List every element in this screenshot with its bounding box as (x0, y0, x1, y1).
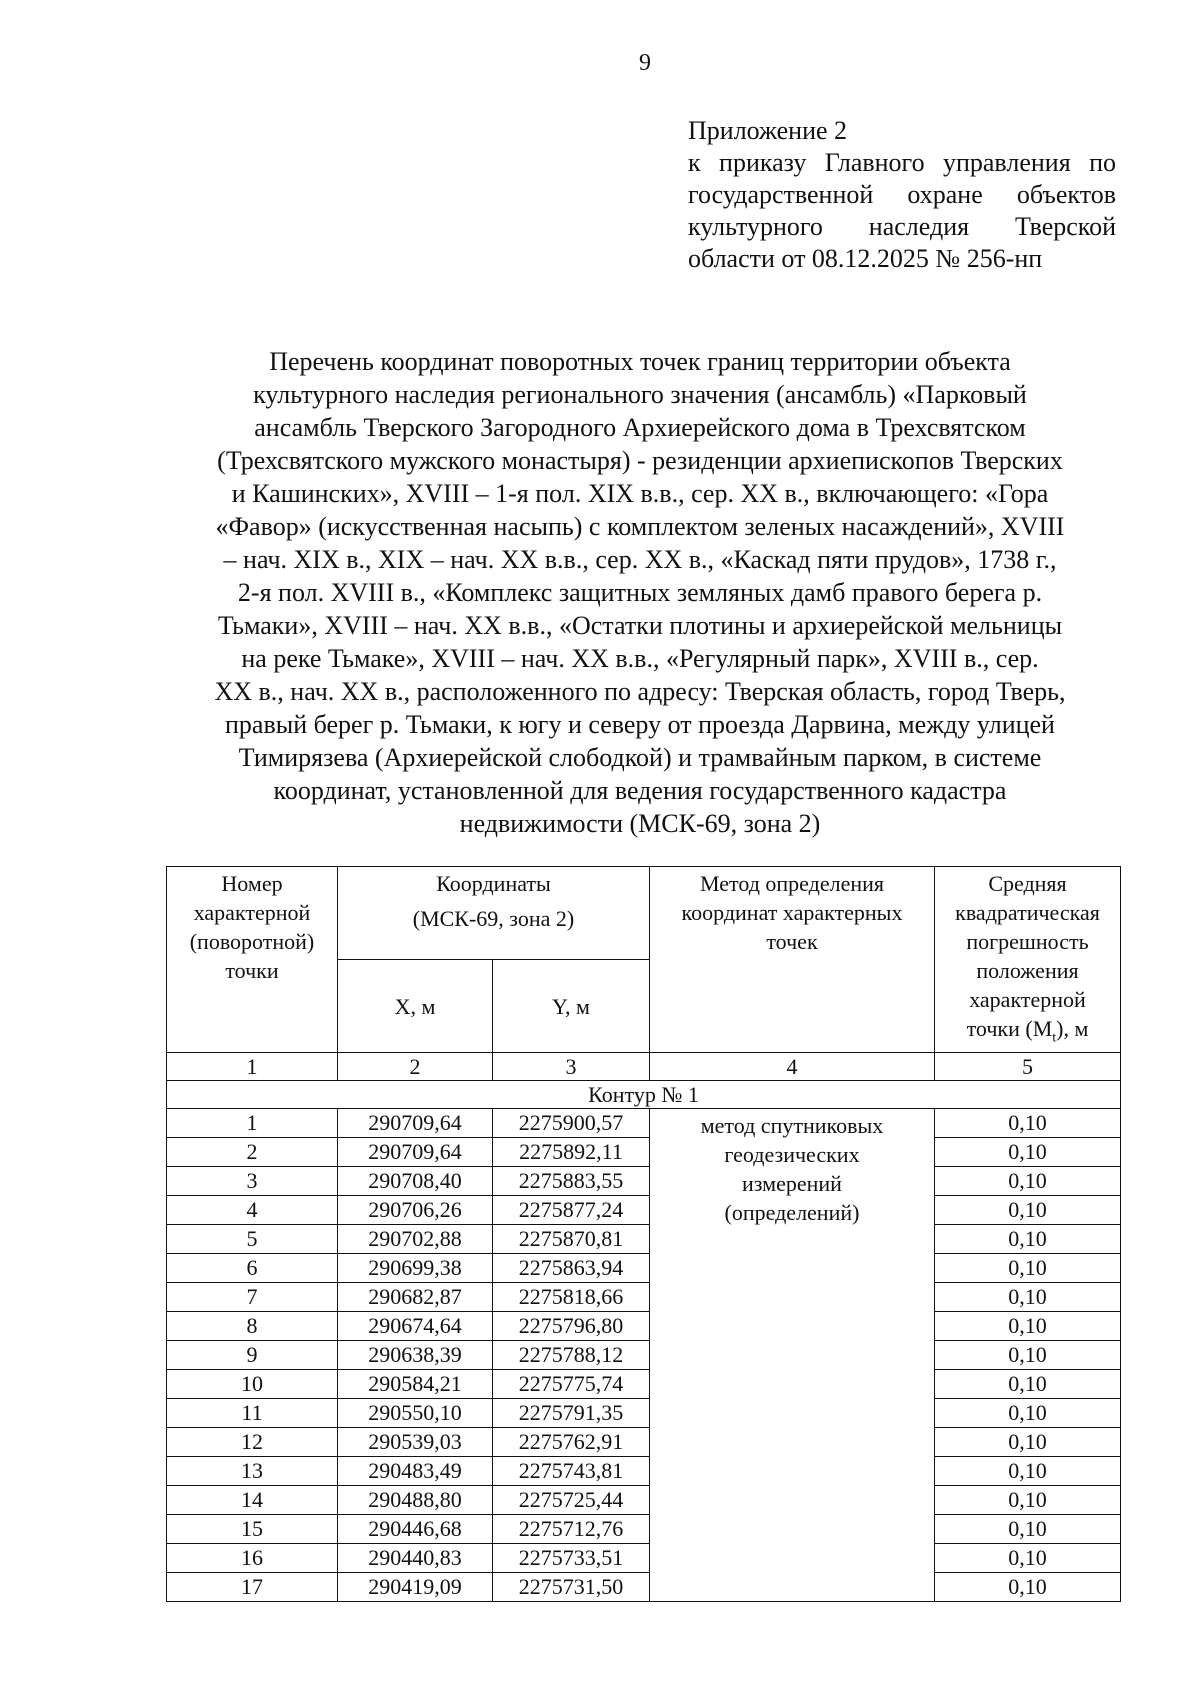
point-number-cell: 1 (167, 1109, 338, 1138)
table-row (167, 1515, 1121, 1544)
title-line: Тьмаки», XVIII – нач. XX в.в., «Остатки плотины и архиерейской мельницы (217, 611, 1063, 640)
y-coordinate-cell: 2275883,55 (493, 1167, 650, 1196)
header-method-line-1: Метод определения (699, 871, 885, 896)
header-method-line-2: координат характерных (681, 900, 903, 925)
header-mean-error-subscript: t (1052, 1030, 1057, 1046)
mean-error-cell: 0,10 (935, 1370, 1121, 1399)
table-row (167, 1109, 1121, 1138)
table-row (167, 1312, 1121, 1341)
point-number-cell: 16 (167, 1544, 338, 1573)
title-line: XX в., нач. XX в., расположенного по адресу: Тверская область, город Тверь, (214, 677, 1066, 706)
title-line: недвижимости (МСК-69, зона 2) (459, 809, 821, 838)
x-coordinate-cell: 290709,64 (338, 1138, 493, 1167)
y-coordinate-cell: 2275863,94 (493, 1254, 650, 1283)
point-number-cell: 10 (167, 1370, 338, 1399)
y-coordinate-cell: 2275762,91 (493, 1428, 650, 1457)
header-point-number-line-1: Номер (221, 871, 283, 896)
table-row (167, 1428, 1121, 1457)
mean-error-cell: 0,10 (935, 1399, 1121, 1428)
mean-error-cell: 0,10 (935, 1428, 1121, 1457)
y-coordinate-cell: 2275733,51 (493, 1544, 650, 1573)
mean-error-cell: 0,10 (935, 1341, 1121, 1370)
title-line: и Кашинских», XVIII – 1-я пол. XIX в.в., сер. XX в., включающего: «Гора (231, 479, 1049, 508)
x-coordinate-cell: 290419,09 (338, 1573, 493, 1602)
mean-error-cell: 0,10 (935, 1573, 1121, 1602)
mean-error-cell: 0,10 (935, 1486, 1121, 1515)
mean-error-cell: 0,10 (935, 1196, 1121, 1225)
title-line: «Фавор» (искусственная насыпь) с комплектом зеленых насаждений», XVIII (215, 512, 1065, 541)
title-line: координат, установленной для ведения государственного кадастра (273, 776, 1007, 805)
title-line: (Трехсвятского мужского монастыря) - резиденции архиепископов Тверских (217, 446, 1063, 475)
x-coordinate-cell: 290709,64 (338, 1109, 493, 1138)
point-number-cell: 9 (167, 1341, 338, 1370)
point-number-cell: 8 (167, 1312, 338, 1341)
contour-label: Контур № 1 (167, 1081, 1121, 1109)
header-x: X, м (338, 960, 493, 1053)
table-row (167, 1457, 1121, 1486)
table-row (167, 1225, 1121, 1254)
point-number-cell: 13 (167, 1457, 338, 1486)
header-mean-error-line-5: характерной (969, 987, 1086, 1012)
point-number-cell: 11 (167, 1399, 338, 1428)
y-coordinate-cell: 2275900,57 (493, 1109, 650, 1138)
table-row (167, 1573, 1121, 1602)
mean-error-cell: 0,10 (935, 1544, 1121, 1573)
title-line: Тимирязева (Архиерейской слободкой) и трамвайным парком, в системе (238, 743, 1042, 772)
x-coordinate-cell: 290584,21 (338, 1370, 493, 1399)
x-coordinate-cell: 290488,80 (338, 1486, 493, 1515)
x-coordinate-cell: 290440,83 (338, 1544, 493, 1573)
table-row (167, 1196, 1121, 1225)
header-point-number (167, 867, 338, 1053)
mean-error-cell: 0,10 (935, 1254, 1121, 1283)
x-coordinate-cell: 290699,38 (338, 1254, 493, 1283)
header-mean-error-line-2: квадратическая (955, 900, 1100, 925)
x-coordinate-cell: 290682,87 (338, 1283, 493, 1312)
mean-error-cell: 0,10 (935, 1457, 1121, 1486)
document-title (160, 345, 1120, 840)
table-body (167, 1081, 1121, 1602)
method-cell (650, 1109, 935, 1602)
appendix-line-5: области от 08.12.2025 № 256-нп (688, 244, 1043, 273)
table-row (167, 1370, 1121, 1399)
x-coordinate-cell: 290674,64 (338, 1312, 493, 1341)
table-row (167, 1254, 1121, 1283)
header-mean-error-suffix: ), м (1056, 1016, 1089, 1041)
y-coordinate-cell: 2275796,80 (493, 1312, 650, 1341)
header-mean-error (935, 867, 1121, 1053)
header-mean-error-line-1: Средняя (988, 871, 1067, 896)
y-coordinate-cell: 2275791,35 (493, 1399, 650, 1428)
title-line: культурного наследия регионального значения (ансамбль) «Парковый (253, 380, 1027, 409)
method-line-4: (определений) (724, 1200, 860, 1226)
y-coordinate-cell: 2275870,81 (493, 1225, 650, 1254)
header-method-line-3: точек (766, 929, 818, 954)
x-coordinate-cell: 290702,88 (338, 1225, 493, 1254)
mean-error-cell: 0,10 (935, 1138, 1121, 1167)
header-mean-error-line-last (939, 1014, 1116, 1052)
x-coordinate-cell: 290550,10 (338, 1399, 493, 1428)
y-coordinate-cell: 2275877,24 (493, 1196, 650, 1225)
header-coordinates-line-1: Координаты (436, 871, 551, 896)
method-line-3: измерений (742, 1171, 842, 1197)
method-line-1: метод спутниковых (700, 1113, 884, 1139)
point-number-cell: 7 (167, 1283, 338, 1312)
header-mean-error-line-4: положения (976, 958, 1079, 983)
y-coordinate-cell: 2275775,74 (493, 1370, 650, 1399)
table-row (167, 1544, 1121, 1573)
y-coordinate-cell: 2275743,81 (493, 1457, 650, 1486)
mean-error-cell: 0,10 (935, 1109, 1121, 1138)
y-coordinate-cell: 2275712,76 (493, 1515, 650, 1544)
point-number-cell: 3 (167, 1167, 338, 1196)
title-line: правый берег р. Тьмаки, к югу и северу от проезда Дарвина, между улицей (225, 710, 1055, 739)
title-line: Перечень координат поворотных точек границ территории объекта (269, 347, 1011, 376)
y-coordinate-cell: 2275892,11 (493, 1138, 650, 1167)
point-number-cell: 2 (167, 1138, 338, 1167)
y-coordinate-cell: 2275725,44 (493, 1486, 650, 1515)
coordinates-table (166, 866, 1121, 1602)
mean-error-cell: 0,10 (935, 1225, 1121, 1254)
table-row (167, 1167, 1121, 1196)
header-point-number-line-3: (поворотной) (189, 929, 315, 954)
method-line-2: геодезических (724, 1142, 860, 1168)
mean-error-cell: 0,10 (935, 1283, 1121, 1312)
x-coordinate-cell: 290706,26 (338, 1196, 493, 1225)
header-point-number-line-4: точки (225, 958, 279, 983)
point-number-cell: 4 (167, 1196, 338, 1225)
y-coordinate-cell: 2275788,12 (493, 1341, 650, 1370)
point-number-cell: 12 (167, 1428, 338, 1457)
table-row (167, 1283, 1121, 1312)
title-line: ансамбль Тверского Загородного Архиерейского дома в Трехсвятском (254, 413, 1026, 442)
column-number-5: 5 (935, 1053, 1121, 1081)
table-header (167, 867, 1121, 1081)
appendix-line-3: государственной охране объектов (688, 180, 1116, 209)
x-coordinate-cell: 290539,03 (338, 1428, 493, 1457)
x-coordinate-cell: 290708,40 (338, 1167, 493, 1196)
point-number-cell: 5 (167, 1225, 338, 1254)
appendix-line-4: культурного наследия Тверской (688, 212, 1116, 241)
point-number-cell: 17 (167, 1573, 338, 1602)
point-number-cell: 6 (167, 1254, 338, 1283)
column-number-4: 4 (650, 1053, 935, 1081)
table-row (167, 1486, 1121, 1515)
header-mean-error-prefix: точки (M (966, 1016, 1053, 1041)
appendix-block (688, 115, 1116, 275)
title-line: на реке Тьмаке», XVIII – нач. XX в.в., «Регулярный парк», XVIII в., сер. (241, 644, 1039, 673)
mean-error-cell: 0,10 (935, 1167, 1121, 1196)
y-coordinate-cell: 2275818,66 (493, 1283, 650, 1312)
table-row (167, 1138, 1121, 1167)
appendix-line-2: к приказу Главного управления по (688, 148, 1116, 177)
header-point-number-line-2: характерной (193, 900, 311, 925)
x-coordinate-cell: 290483,49 (338, 1457, 493, 1486)
header-method (650, 867, 935, 1053)
x-coordinate-cell: 290446,68 (338, 1515, 493, 1544)
y-coordinate-cell: 2275731,50 (493, 1573, 650, 1602)
column-number-3: 3 (493, 1053, 650, 1081)
x-coordinate-cell: 290638,39 (338, 1341, 493, 1370)
header-y: Y, м (493, 960, 650, 1053)
header-coordinates (338, 867, 650, 960)
header-coordinates-line-2: (МСК-69, зона 2) (412, 906, 575, 931)
title-line: – нач. XIX в., XIX – нач. XX в.в., сер. XX в., «Каскад пяти прудов», 1738 г., (223, 545, 1057, 574)
mean-error-cell: 0,10 (935, 1515, 1121, 1544)
mean-error-cell: 0,10 (935, 1312, 1121, 1341)
column-number-2: 2 (338, 1053, 493, 1081)
page-number: 9 (639, 50, 651, 76)
table-row (167, 1399, 1121, 1428)
header-mean-error-line-3: погрешность (966, 929, 1089, 954)
column-number-1: 1 (167, 1053, 338, 1081)
appendix-line-1: Приложение 2 (688, 116, 848, 145)
point-number-cell: 14 (167, 1486, 338, 1515)
table-row (167, 1341, 1121, 1370)
title-line: 2-я пол. XVIII в., «Комплекс защитных земляных дамб правого берега р. (237, 578, 1043, 607)
point-number-cell: 15 (167, 1515, 338, 1544)
